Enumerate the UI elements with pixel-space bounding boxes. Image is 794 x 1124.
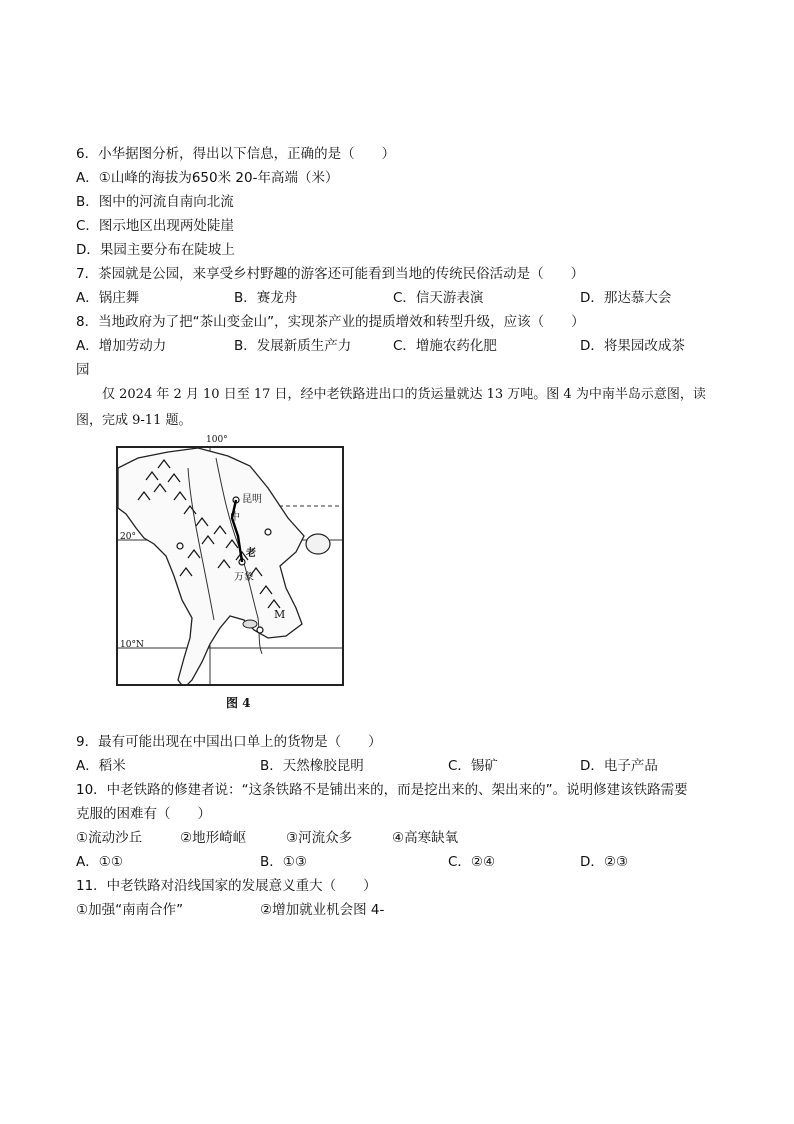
map-lat10-label: 10°N — [120, 640, 144, 650]
city-kunming-label: 昆明 — [242, 494, 262, 505]
intro-paragraph: 仅 2024 年 2 月 10 日至 17 日，经中老铁路进出口的货运量就达 13 万吨。图 4 为中南半岛示意图，读图，完成 9-11 题。 — [76, 387, 706, 428]
q6-option-b: B．图中的河流自南向北流 — [76, 194, 234, 210]
q8-stem: 8．当地政府为了把“茶山变金山”，实现茶产业的提质增效和转型升级，应该（ ） — [76, 314, 585, 330]
q8-option-a: A．增加劳动力 — [76, 338, 167, 354]
q9-option-d: D．电子产品 — [580, 758, 658, 774]
q9-option-a: A．稻米 — [76, 758, 126, 774]
q6-option-d: D．果园主要分布在陡坡上 — [76, 242, 235, 258]
indochina-map — [116, 446, 344, 686]
q8-option-b: B．发展新质生产力 — [234, 338, 352, 354]
q10-option-d: D．②③ — [580, 854, 629, 870]
q10-statement-3: ③河流众多 — [286, 830, 353, 846]
q10-option-c: C．②④ — [448, 854, 496, 870]
q8-option-d: D．将果园改成茶 — [580, 338, 685, 354]
q10-statement-2: ②地形崎岖 — [180, 830, 247, 846]
q10-statement-4: ④高寒缺氧 — [392, 830, 459, 846]
q7-option-a: A．锅庄舞 — [76, 290, 140, 306]
q6-option-c: C．图示地区出现两处陡崖 — [76, 218, 234, 234]
q8-option-c: C．增施农药化肥 — [393, 338, 497, 354]
city-vientiane-label: 万象 — [234, 572, 254, 583]
q10-option-a: A．①① — [76, 854, 123, 870]
q9-option-c: C．锡矿 — [448, 758, 498, 774]
point-m-label: M — [274, 608, 286, 621]
q10-statement-1: ①流动沙丘 — [76, 830, 143, 846]
q6-stem: 6．小华据图分析，得出以下信息，正确的是（ ） — [76, 146, 396, 162]
q6-option-a: A．①山峰的海拔为650米 20-年高端（米） — [76, 170, 339, 186]
country-zhong-label: 中 — [230, 512, 240, 523]
map-lat20-label: 20° — [120, 532, 136, 542]
q10-option-b: B．①③ — [260, 854, 307, 870]
q7-option-d: D．那达慕大会 — [580, 290, 672, 306]
map-lon-label: 100° — [206, 435, 228, 445]
q8-option-d-wrap: 园 — [76, 362, 90, 378]
q7-option-b: B．赛龙舟 — [234, 290, 298, 306]
q11-statement-2: ②增加就业机会图 4- — [260, 902, 385, 918]
q7-stem: 7．茶园就是公园，来享受乡村野趣的游客还可能看到当地的传统民俗活动是（ ） — [76, 266, 585, 282]
country-lao-label: 老 — [246, 548, 256, 559]
q11-stem: 11．中老铁路对沿线国家的发展意义重大（ ） — [76, 878, 377, 894]
q11-statement-1: ①加强“南南合作” — [76, 902, 184, 918]
figure-caption: 图 4 — [226, 696, 251, 710]
q10-stem-cont: 克服的困难有（ ） — [76, 806, 211, 822]
q9-stem: 9．最有可能出现在中国出口单上的货物是（ ） — [76, 734, 382, 750]
q7-option-c: C．信天游表演 — [393, 290, 484, 306]
q10-stem: 10．中老铁路的修建者说：“这条铁路不是铺出来的，而是挖出来的、架出来的”。说明修建该铁路需要 — [76, 782, 688, 798]
map-drawing — [118, 448, 344, 686]
q9-option-b: B．天然橡胶昆明 — [260, 758, 364, 774]
